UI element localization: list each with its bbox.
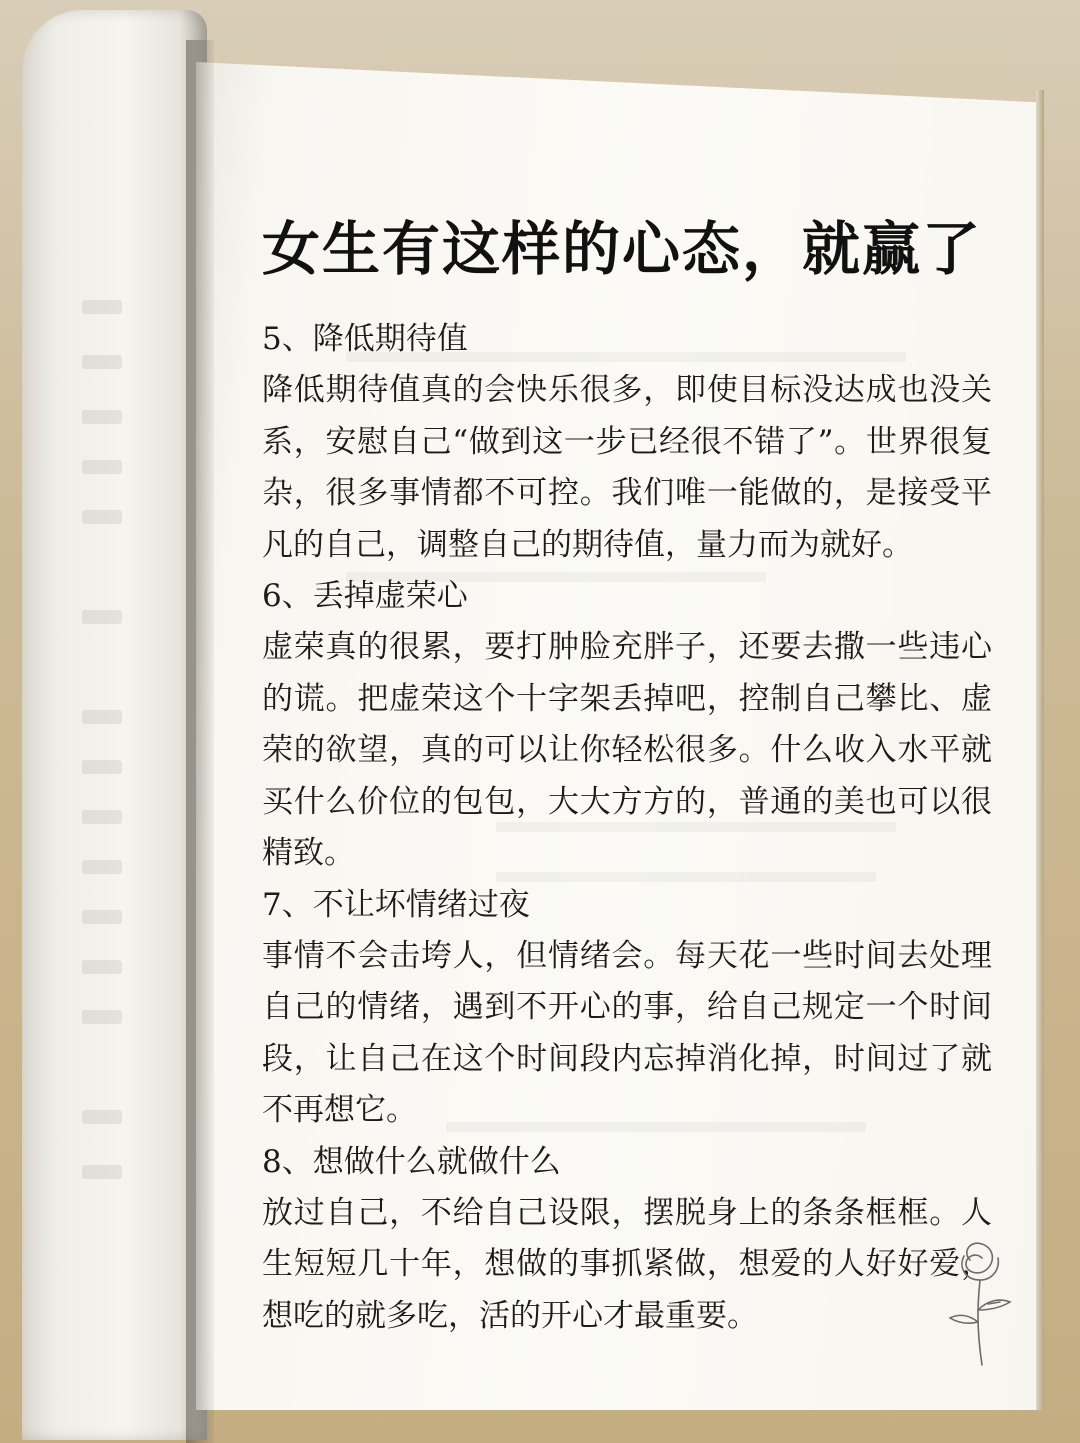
section-6 (262, 571, 1002, 880)
page-content (262, 204, 1002, 1342)
section-body: 虚荣真的很累，要打肿脸充胖子，还要去撒一些违心的谎。把虚荣这个十字架丢掉吧，控制自己攀比、虚荣的欲望，真的可以让你轻松很多。什么收入水平就买什么价位的包包，大大方方的，普通的美也可以很精致。 (262, 629, 992, 871)
book-binding-shadow (186, 40, 214, 1443)
section-heading: 8、想做什么就做什么 (262, 1143, 561, 1180)
section-body: 放过自己，不给自己设限，摆脱身上的条条框框。人生短短几十年，想做的事抓紧做，想爱的人好好爱，想吃的就多吃，活的开心才最重要。 (262, 1194, 992, 1334)
section-body: 事情不会击垮人，但情绪会。每天花一些时间去处理自己的情绪，遇到不开心的事，给自己规定一个时间段，让自己在这个时间段内忘掉消化掉，时间过了就不再想它。 (262, 937, 992, 1128)
left-page-faint-text (82, 960, 122, 974)
left-page-faint-text (82, 860, 122, 874)
left-page-faint-text (82, 910, 122, 924)
left-page-faint-text (82, 510, 122, 524)
left-page-faint-text (82, 710, 122, 724)
page-title: 女生有这样的心态，就赢了 (262, 215, 983, 283)
left-page-faint-text (82, 810, 122, 824)
left-page-faint-text (82, 300, 122, 314)
left-book-page (22, 10, 207, 1440)
section-7 (262, 880, 1002, 1137)
section-8 (262, 1137, 1002, 1343)
left-page-faint-text (82, 1165, 122, 1179)
left-page-faint-text (82, 460, 122, 474)
left-page-faint-text (82, 355, 122, 369)
left-page-faint-text (82, 610, 122, 624)
left-page-faint-text (82, 410, 122, 424)
section-body: 降低期待值真的会快乐很多，即使目标没达成也没关系，安慰自己“做到这一步已经很不错了”。世界很复杂，很多事情都不可控。我们唯一能做的，是接受平凡的自己，调整自己的期待值，量力而为就好。 (262, 372, 992, 563)
section-heading: 7、不让坏情绪过夜 (262, 886, 530, 923)
section-5 (262, 314, 1002, 571)
page-stack-edge (1036, 90, 1044, 1410)
left-page-faint-text (82, 760, 122, 774)
left-page-faint-text (82, 1010, 122, 1024)
section-heading: 5、降低期待值 (262, 321, 468, 357)
section-heading: 6、丢掉虚荣心 (262, 578, 468, 614)
left-page-faint-text (82, 1110, 122, 1124)
rose-line-drawing-icon (940, 1230, 1020, 1370)
